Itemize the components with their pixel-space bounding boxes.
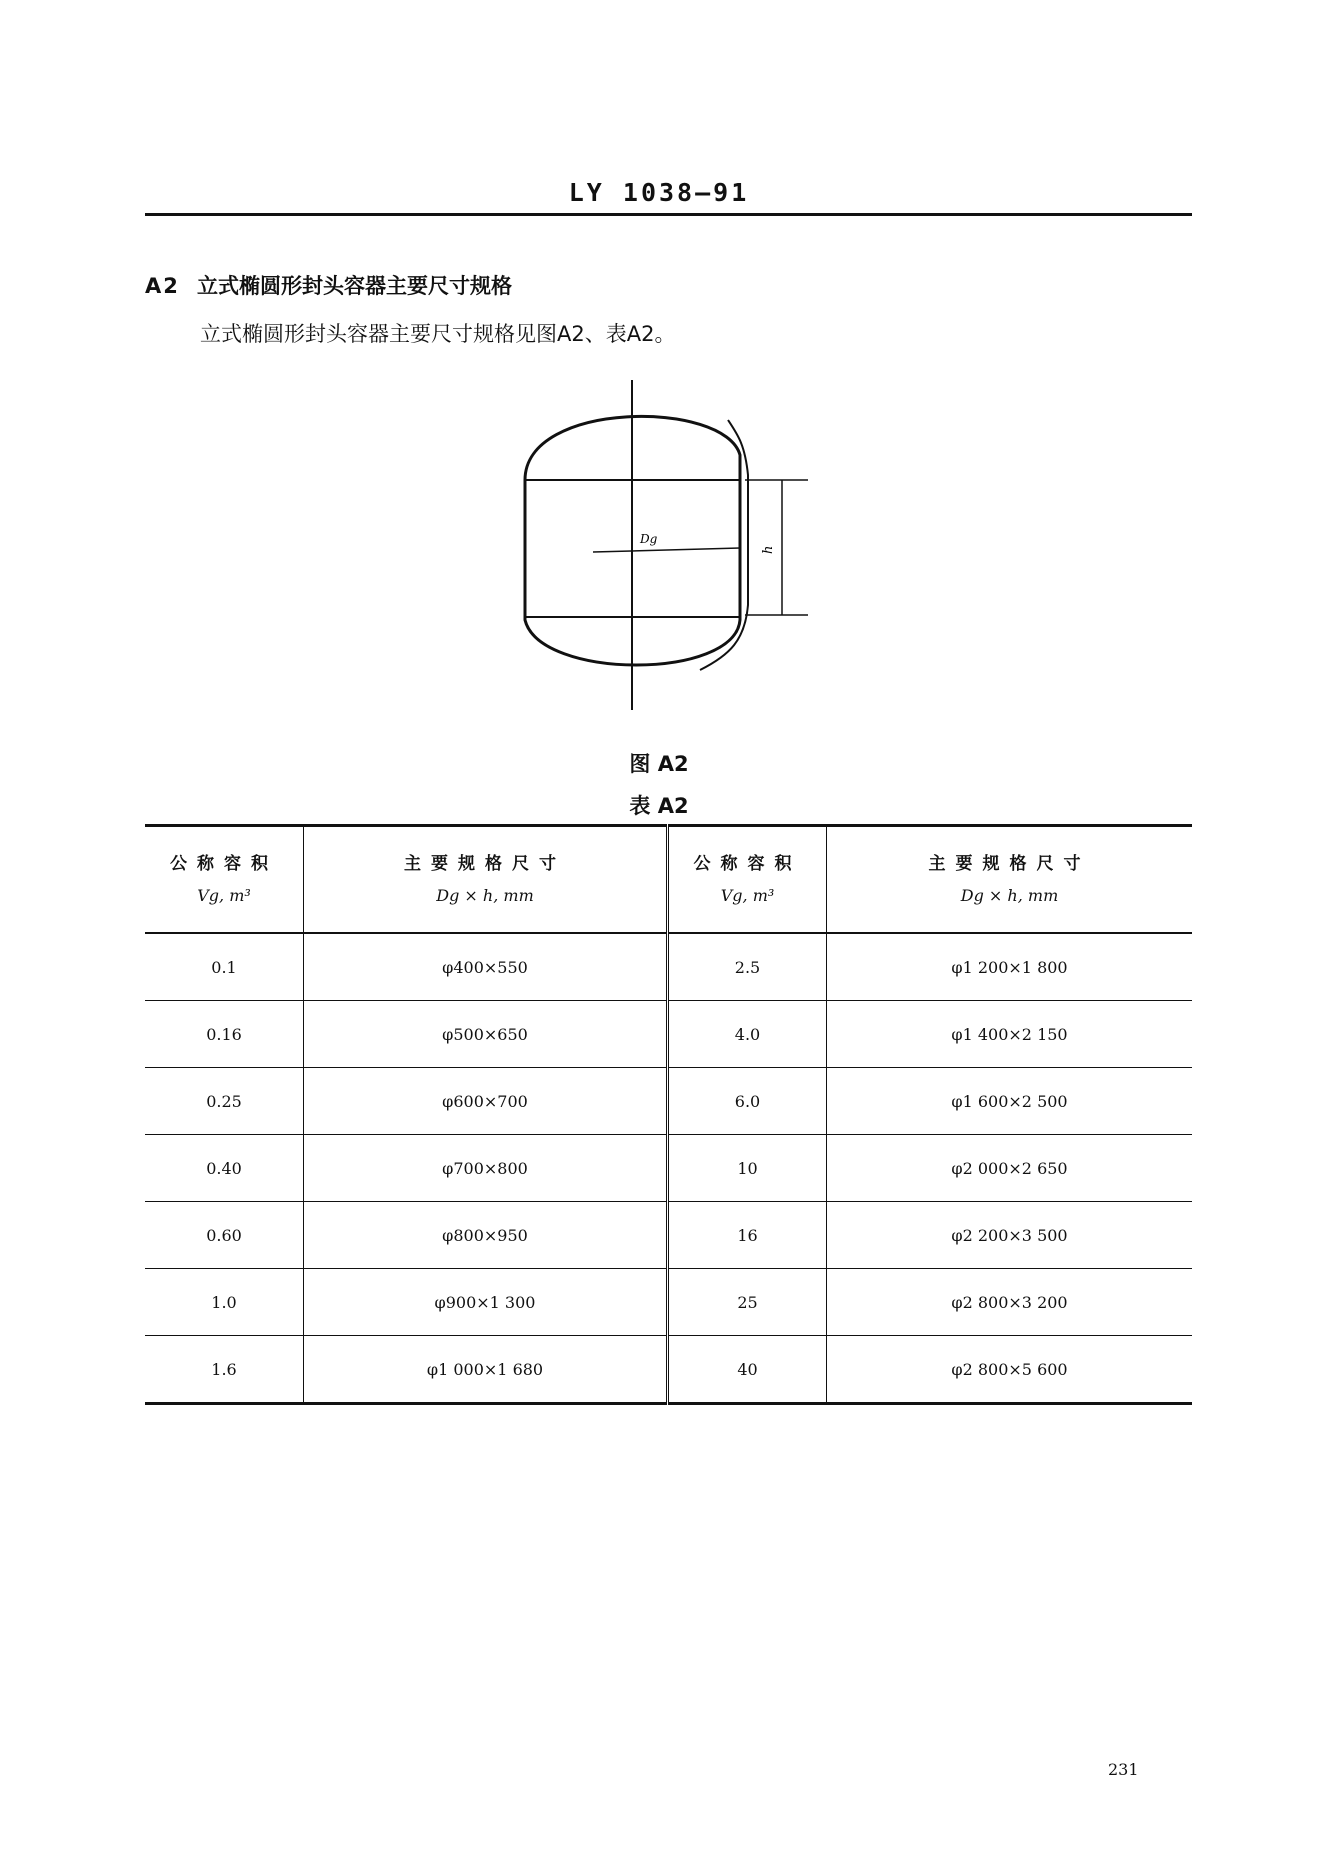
left-capacity-cell: 1.0 — [145, 1269, 304, 1336]
header-capacity-right — [668, 826, 827, 934]
right-capacity-cell: 4.0 — [668, 1001, 827, 1068]
left-capacity-cell: 0.25 — [145, 1068, 304, 1135]
right-capacity-cell: 16 — [668, 1202, 827, 1269]
header-rule — [145, 213, 1192, 216]
header-dimensions-label: 主要规格尺寸 — [404, 853, 566, 874]
right-capacity-cell: 6.0 — [668, 1068, 827, 1135]
spec-table — [145, 824, 1192, 1405]
header-dimensions-left — [304, 826, 668, 934]
left-size-cell: φ1 000×1 680 — [304, 1336, 668, 1404]
table-row — [145, 1068, 1192, 1135]
left-size-cell: φ500×650 — [304, 1001, 668, 1068]
right-size-cell: φ2 800×3 200 — [827, 1269, 1193, 1336]
table-row — [145, 1001, 1192, 1068]
header-capacity-left — [145, 826, 304, 934]
vessel-figure — [500, 380, 820, 724]
header-capacity-unit: Vg, m³ — [197, 885, 251, 905]
table-header-row — [145, 826, 1192, 934]
header-dimensions-unit: Dg × h, mm — [960, 885, 1059, 905]
right-size-cell: φ1 200×1 800 — [827, 933, 1193, 1001]
section-title: 立式椭圆形封头容器主要尺寸规格 — [197, 274, 512, 298]
right-capacity-cell: 2.5 — [668, 933, 827, 1001]
figure-caption: 图 A2 — [629, 752, 689, 776]
header-capacity-label: 公称容积 — [693, 853, 802, 874]
header-dimensions-unit: Dg × h, mm — [436, 885, 534, 905]
table-row — [145, 1269, 1192, 1336]
left-size-cell: φ600×700 — [304, 1068, 668, 1135]
document-code: LY 1038—91 — [568, 178, 750, 207]
section-intro: 立式椭圆形封头容器主要尺寸规格见图A2、表A2。 — [200, 322, 676, 346]
diameter-label: Dg — [640, 532, 658, 546]
height-label: h — [761, 545, 776, 554]
right-size-cell: φ2 000×2 650 — [827, 1135, 1193, 1202]
right-size-cell: φ2 200×3 500 — [827, 1202, 1193, 1269]
vessel-diagram — [500, 380, 820, 720]
left-capacity-cell: 0.40 — [145, 1135, 304, 1202]
left-size-cell: φ900×1 300 — [304, 1269, 668, 1336]
table-caption: 表 A2 — [629, 794, 689, 818]
right-size-cell: φ2 800×5 600 — [951, 1359, 1068, 1379]
right-capacity-cell: 25 — [668, 1269, 827, 1336]
table-row — [145, 933, 1192, 1001]
left-capacity-cell: 0.60 — [145, 1202, 304, 1269]
right-size-cell: φ1 400×2 150 — [827, 1001, 1193, 1068]
page-number: 231 — [1108, 1760, 1139, 1779]
left-size-cell: φ800×950 — [304, 1202, 668, 1269]
right-size-cell: φ1 600×2 500 — [827, 1068, 1193, 1135]
left-capacity-cell: 0.16 — [145, 1001, 304, 1068]
header-dimensions-right — [827, 826, 1193, 934]
right-capacity-cell: 40 — [668, 1336, 827, 1404]
right-capacity-cell: 10 — [668, 1135, 827, 1202]
left-capacity-cell: 0.1 — [145, 933, 304, 1001]
table-row — [145, 1202, 1192, 1269]
table-row — [145, 1336, 1192, 1404]
left-capacity-cell: 1.6 — [145, 1336, 304, 1404]
header-dimensions-label: 主要规格尺寸 — [928, 853, 1091, 874]
section-heading — [145, 270, 512, 300]
left-size-cell: φ700×800 — [304, 1135, 668, 1202]
header-capacity-unit: Vg, m³ — [720, 885, 775, 905]
header-capacity-label: 公称容积 — [170, 853, 278, 874]
left-size-cell: φ400×550 — [304, 933, 668, 1001]
table-row — [145, 1135, 1192, 1202]
section-number: A2 — [145, 274, 180, 298]
